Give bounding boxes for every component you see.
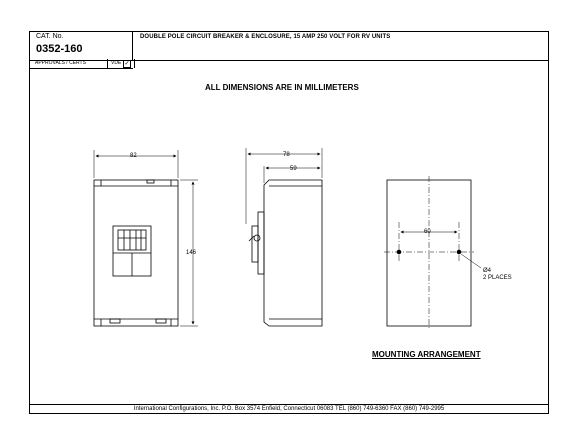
mounting-arrangement-title: MOUNTING ARRANGEMENT [372, 350, 481, 359]
mount-spacing-label: 60 [424, 229, 431, 235]
catalog-number: 0352-160 [36, 43, 83, 55]
dimensions-note: ALL DIMENSIONS ARE IN MILLIMETERS [205, 83, 359, 92]
side-view [249, 180, 322, 326]
side-depth-total-label: 78 [283, 152, 290, 158]
catalog-label: CAT. No. [36, 33, 64, 40]
front-width-label: 82 [130, 153, 137, 159]
height-label: 146 [186, 250, 197, 256]
company-footer: International Configurations, Inc. P.O. Box 3574 Enfield, Connecticut 06083 TEL (860) 749-6360 FAX (860) 749-2995 [133, 406, 445, 412]
approvals-label: APPROVALS / CERTS [35, 60, 86, 66]
mount-spacing-dimension [401, 232, 481, 268]
front-view [94, 180, 178, 326]
vde-checkbox[interactable]: ✓ [124, 61, 130, 67]
vde-label: VDE [111, 60, 122, 66]
product-description: DOUBLE POLE CIRCUIT BREAKER & ENCLOSURE, 15 AMP 250 VOLT FOR RV UNITS [140, 34, 391, 40]
hole-callout-count: 2 PLACES [483, 275, 512, 281]
hole-callout-size: Ø4 [483, 268, 492, 274]
side-depth-body-label: 59 [290, 166, 297, 172]
